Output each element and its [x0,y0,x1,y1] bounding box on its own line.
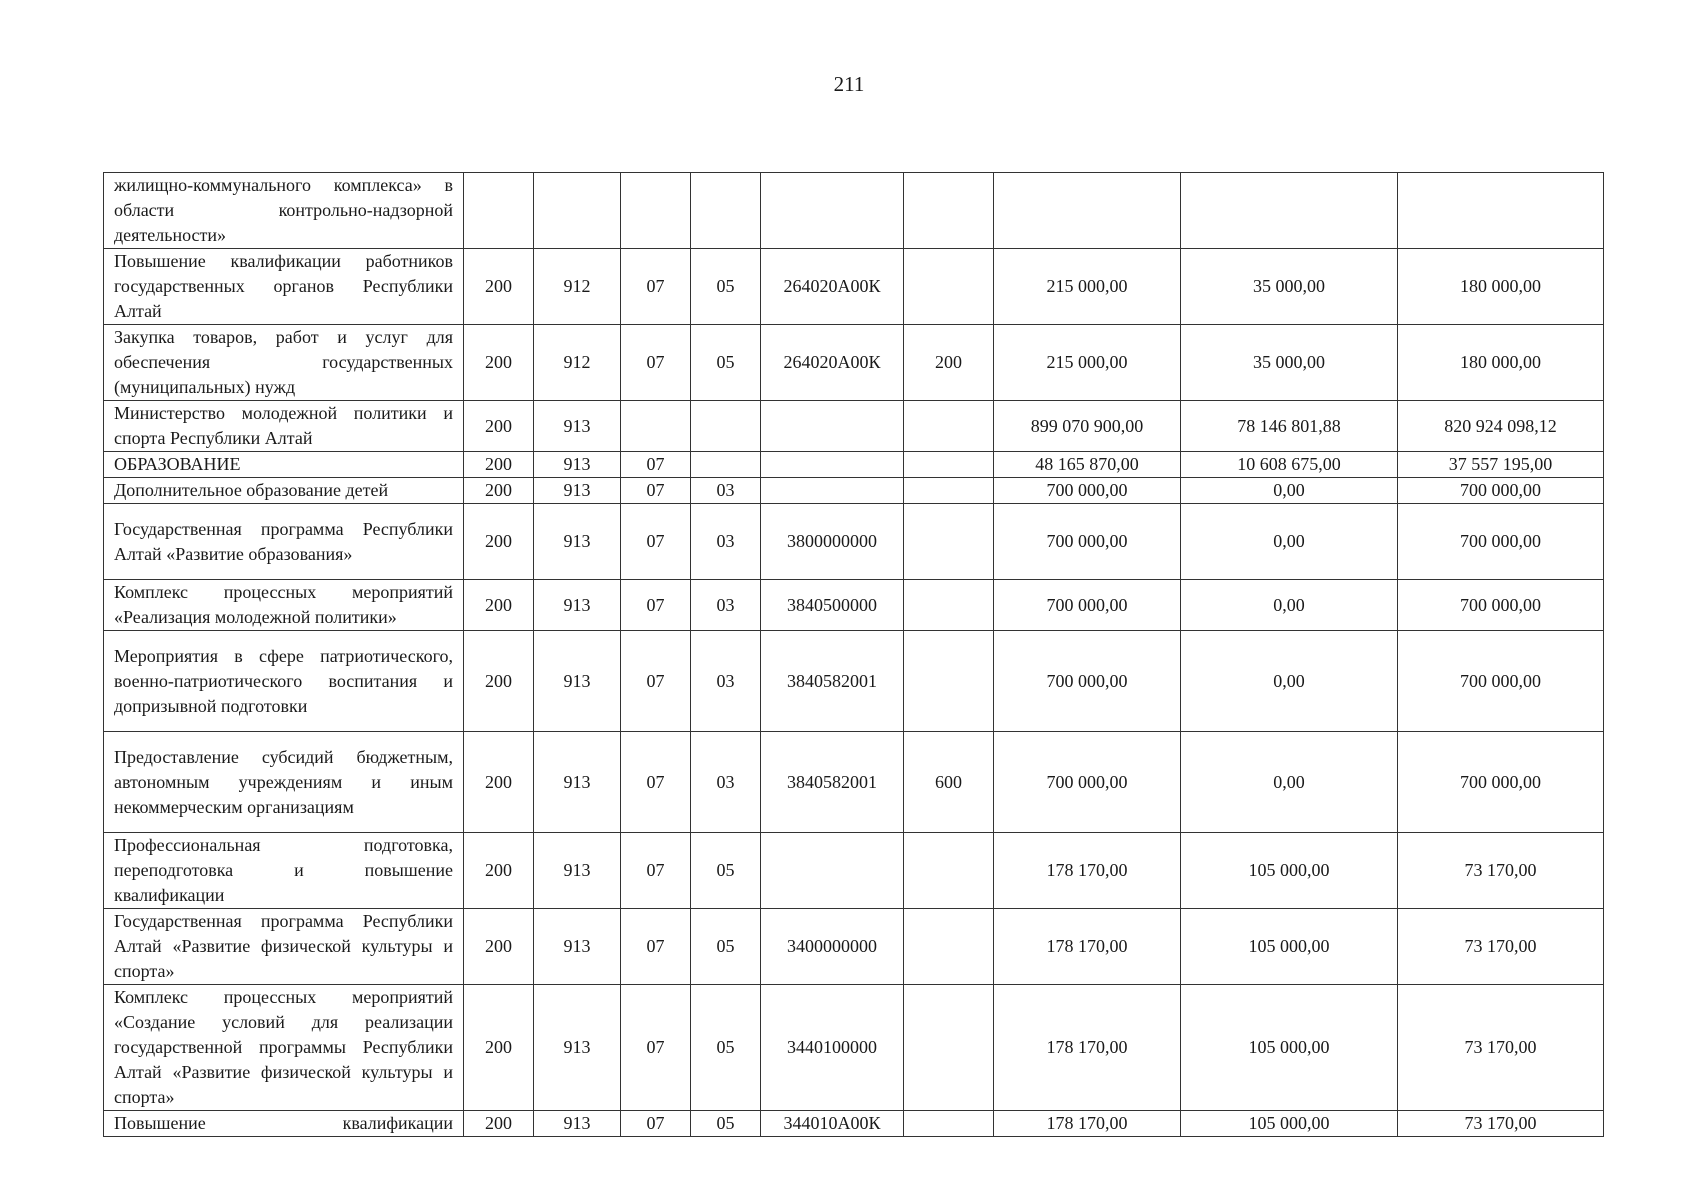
cell-c3: 07 [621,249,691,325]
row-name: ОБРАЗОВАНИЕ [104,452,464,478]
cell-c9: 700 000,00 [1398,504,1604,580]
row-name: Мероприятия в сфере патриотического, военно-патриотического воспитания и допризывной подготовки [104,631,464,732]
cell-c6 [904,909,994,985]
table-row [104,1111,1604,1137]
cell-c3: 07 [621,732,691,833]
table-row [104,325,1604,401]
cell-c6: 600 [904,732,994,833]
cell-c3: 07 [621,504,691,580]
table-row [104,631,1604,732]
cell-c9: 700 000,00 [1398,631,1604,732]
cell-c1: 200 [464,909,534,985]
cell-c1: 200 [464,504,534,580]
cell-c2 [534,173,621,249]
cell-c4: 03 [691,631,761,732]
cell-c4: 05 [691,325,761,401]
cell-c9: 700 000,00 [1398,580,1604,631]
table-row [104,452,1604,478]
cell-c9: 700 000,00 [1398,732,1604,833]
cell-c5: 3840500000 [761,580,904,631]
row-name: Предоставление субсидий бюджетным, автономным учреждениям и иным некоммерческим организациям [104,732,464,833]
cell-c9: 820 924 098,12 [1398,401,1604,452]
cell-c9: 73 170,00 [1398,1111,1604,1137]
cell-c6 [904,833,994,909]
cell-c8: 0,00 [1181,478,1398,504]
cell-c1: 200 [464,833,534,909]
cell-c8: 0,00 [1181,631,1398,732]
cell-c6 [904,580,994,631]
cell-c7: 899 070 900,00 [994,401,1181,452]
cell-c4: 05 [691,833,761,909]
cell-c2: 913 [534,478,621,504]
row-name: Комплекс процессных мероприятий «Реализация молодежной политики» [104,580,464,631]
cell-c9: 180 000,00 [1398,325,1604,401]
cell-c5: 3400000000 [761,909,904,985]
cell-c3: 07 [621,1111,691,1137]
cell-c3: 07 [621,833,691,909]
row-name: Дополнительное образование детей [104,478,464,504]
cell-c7: 178 170,00 [994,1111,1181,1137]
cell-c2: 913 [534,732,621,833]
cell-c4: 03 [691,504,761,580]
cell-c2: 913 [534,580,621,631]
row-name: Государственная программа Республики Алтай «Развитие образования» [104,504,464,580]
cell-c2: 913 [534,452,621,478]
cell-c8: 0,00 [1181,580,1398,631]
cell-c2: 912 [534,249,621,325]
cell-c2: 913 [534,833,621,909]
cell-c8: 35 000,00 [1181,325,1398,401]
cell-c5: 3800000000 [761,504,904,580]
cell-c7: 178 170,00 [994,985,1181,1111]
cell-c8: 0,00 [1181,732,1398,833]
table-row [104,249,1604,325]
cell-c7: 700 000,00 [994,504,1181,580]
cell-c1: 200 [464,580,534,631]
cell-c3: 07 [621,985,691,1111]
cell-c1: 200 [464,985,534,1111]
cell-c1: 200 [464,452,534,478]
cell-c2: 913 [534,631,621,732]
cell-c6 [904,985,994,1111]
cell-c4: 05 [691,1111,761,1137]
cell-c1 [464,173,534,249]
cell-c8: 105 000,00 [1181,1111,1398,1137]
cell-c6 [904,504,994,580]
row-name: жилищно-коммунального комплекса» в области контрольно-надзорной деятельности» [104,173,464,249]
cell-c8: 105 000,00 [1181,985,1398,1111]
cell-c4: 05 [691,985,761,1111]
cell-c8: 105 000,00 [1181,909,1398,985]
cell-c9: 180 000,00 [1398,249,1604,325]
table-row [104,173,1604,249]
cell-c7: 700 000,00 [994,631,1181,732]
cell-c5 [761,452,904,478]
cell-c3 [621,401,691,452]
cell-c8: 78 146 801,88 [1181,401,1398,452]
table-row [104,985,1604,1111]
table-row [104,732,1604,833]
cell-c9: 73 170,00 [1398,833,1604,909]
row-name: Профессиональная подготовка, переподготовка и повышение квалификации [104,833,464,909]
cell-c6 [904,401,994,452]
cell-c9: 73 170,00 [1398,909,1604,985]
cell-c7: 178 170,00 [994,909,1181,985]
cell-c8: 10 608 675,00 [1181,452,1398,478]
cell-c8 [1181,173,1398,249]
cell-c9 [1398,173,1604,249]
cell-c2: 913 [534,504,621,580]
cell-c4: 03 [691,580,761,631]
cell-c3: 07 [621,452,691,478]
cell-c6 [904,173,994,249]
cell-c9: 73 170,00 [1398,985,1604,1111]
cell-c6 [904,478,994,504]
cell-c7: 48 165 870,00 [994,452,1181,478]
cell-c4: 03 [691,732,761,833]
table-row [104,478,1604,504]
cell-c1: 200 [464,631,534,732]
cell-c5 [761,478,904,504]
cell-c4: 05 [691,909,761,985]
cell-c7: 215 000,00 [994,325,1181,401]
cell-c7: 700 000,00 [994,580,1181,631]
cell-c3: 07 [621,580,691,631]
table-row [104,833,1604,909]
cell-c8: 105 000,00 [1181,833,1398,909]
cell-c6 [904,631,994,732]
cell-c5 [761,833,904,909]
cell-c8: 35 000,00 [1181,249,1398,325]
cell-c4 [691,173,761,249]
cell-c4: 05 [691,249,761,325]
cell-c9: 700 000,00 [1398,478,1604,504]
cell-c2: 913 [534,909,621,985]
cell-c4 [691,452,761,478]
cell-c5: 3840582001 [761,732,904,833]
cell-c1: 200 [464,478,534,504]
page-number: 211 [833,72,865,96]
cell-c2: 913 [534,1111,621,1137]
cell-c3: 07 [621,325,691,401]
cell-c1: 200 [464,1111,534,1137]
row-name: Комплекс процессных мероприятий «Создание условий для реализации государственной программы Республики Алтай «Развитие физической культуры и спорта» [104,985,464,1111]
cell-c3: 07 [621,909,691,985]
cell-c3 [621,173,691,249]
table-row [104,580,1604,631]
cell-c1: 200 [464,249,534,325]
cell-c8: 0,00 [1181,504,1398,580]
cell-c1: 200 [464,401,534,452]
cell-c5: 3440100000 [761,985,904,1111]
cell-c6 [904,1111,994,1137]
cell-c7: 215 000,00 [994,249,1181,325]
cell-c9: 37 557 195,00 [1398,452,1604,478]
cell-c5: 3840582001 [761,631,904,732]
table-row [104,909,1604,985]
cell-c5: 264020А00К [761,325,904,401]
cell-c5: 264020А00К [761,249,904,325]
cell-c3: 07 [621,631,691,732]
cell-c5 [761,401,904,452]
table-row [104,401,1604,452]
cell-c6: 200 [904,325,994,401]
table-row [104,504,1604,580]
budget-table [103,172,1604,1137]
row-name: Государственная программа Республики Алтай «Развитие физической культуры и спорта» [104,909,464,985]
row-name: Повышение квалификации работников государственных органов Республики Алтай [104,249,464,325]
cell-c4 [691,401,761,452]
cell-c4: 03 [691,478,761,504]
cell-c3: 07 [621,478,691,504]
row-name: Министерство молодежной политики и спорта Республики Алтай [104,401,464,452]
cell-c7: 700 000,00 [994,478,1181,504]
cell-c7 [994,173,1181,249]
cell-c2: 913 [534,985,621,1111]
row-name: Повышение квалификации [104,1111,464,1137]
cell-c7: 178 170,00 [994,833,1181,909]
cell-c6 [904,452,994,478]
cell-c2: 912 [534,325,621,401]
cell-c6 [904,249,994,325]
cell-c5 [761,173,904,249]
row-name: Закупка товаров, работ и услуг для обеспечения государственных (муниципальных) нужд [104,325,464,401]
cell-c2: 913 [534,401,621,452]
cell-c1: 200 [464,732,534,833]
cell-c1: 200 [464,325,534,401]
cell-c5: 344010А00К [761,1111,904,1137]
cell-c7: 700 000,00 [994,732,1181,833]
